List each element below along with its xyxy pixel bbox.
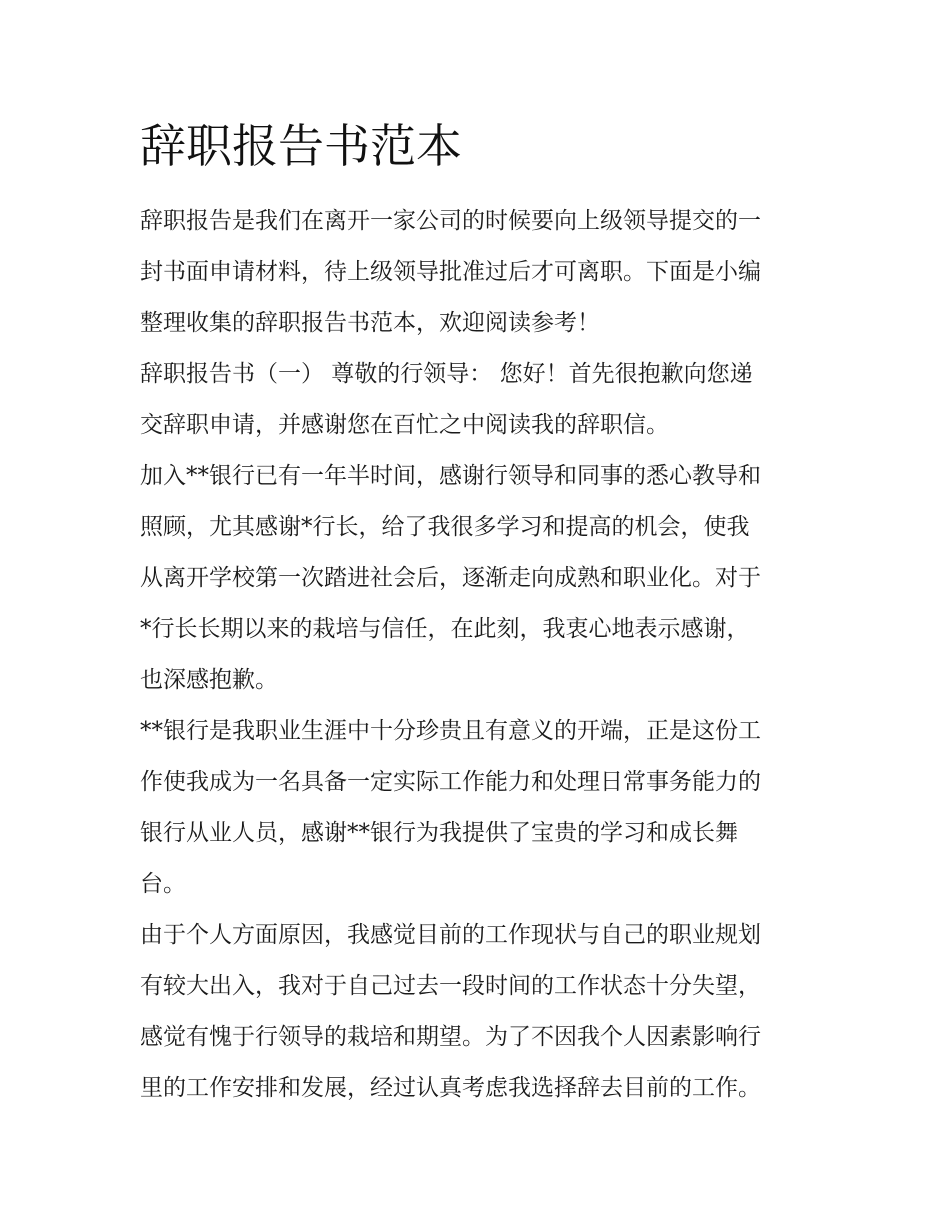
body-line: 银行从业人员，感谢**银行为我提供了宝贵的学习和成长舞 — [140, 820, 738, 846]
body-line: 辞职报告书（一） 尊敬的行领导： 您好！首先很抱歉向您递 — [140, 361, 753, 387]
body-line: **银行是我职业生涯中十分珍贵且有意义的开端，正是这份工 — [140, 718, 761, 744]
body-line: 里的工作安排和发展，经过认真考虑我选择辞去目前的工作。 — [140, 1075, 761, 1101]
body-line: 交辞职申请，并感谢您在百忙之中阅读我的辞职信。 — [140, 412, 669, 438]
body-line: 加入**银行已有一年半时间，感谢行领导和同事的悉心教导和 — [140, 463, 761, 489]
body-line: 封书面申请材料，待上级领导批准过后才可离职。下面是小编 — [140, 259, 761, 285]
body-line: 作使我成为一名具备一定实际工作能力和处理日常事务能力的 — [140, 769, 761, 795]
body-line: *行长长期以来的栽培与信任，在此刻，我衷心地表示感谢， — [140, 616, 750, 642]
body-line: 照顾，尤其感谢*行长，给了我很多学习和提高的机会，使我 — [140, 514, 750, 540]
body-line: 整理收集的辞职报告书范本，欢迎阅读参考！ — [140, 310, 600, 336]
body-line: 感觉有愧于行领导的栽培和期望。为了不因我个人因素影响行 — [140, 1024, 761, 1050]
body-line: 有较大出入，我对于自己过去一段时间的工作状态十分失望， — [140, 973, 761, 999]
body-line: 由于个人方面原因，我感觉目前的工作现状与自己的职业规划 — [140, 922, 761, 948]
body-line: 从离开学校第一次踏进社会后，逐渐走向成熟和职业化。对于 — [140, 565, 761, 591]
body-line: 台。 — [140, 871, 186, 897]
body-line: 也深感抱歉。 — [140, 667, 278, 693]
body-line: 辞职报告是我们在离开一家公司的时候要向上级领导提交的一 — [140, 208, 761, 234]
document-title: 辞职报告书范本 — [140, 119, 462, 173]
